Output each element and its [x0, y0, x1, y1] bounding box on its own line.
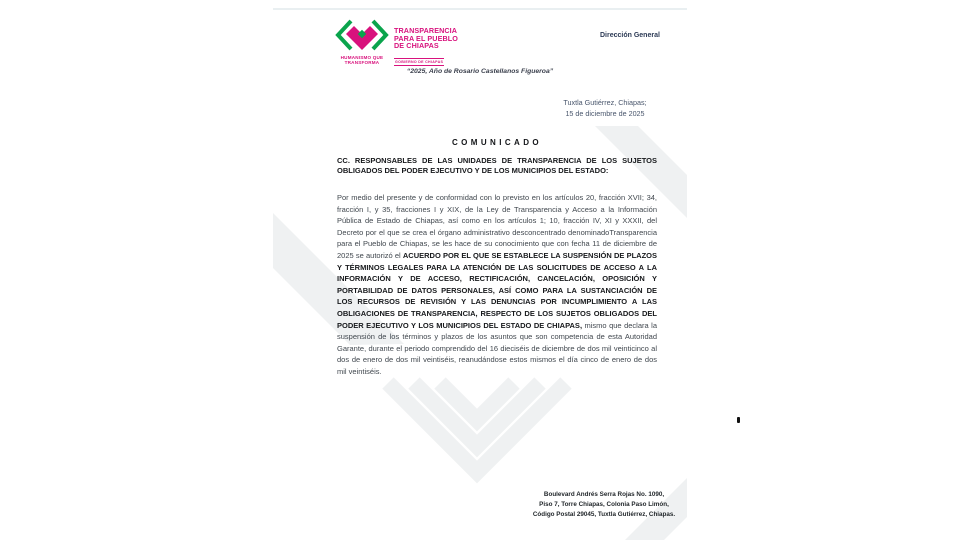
- body-part3: mismo que declara la suspensión de los términos y plazos de los asuntos que son competencia de esta Autoridad Garante, durante el periodo comprendido del 16 dieciséis de diciembre de dos mil veinticinco al dos de enero de dos mil veintiséis, reanudándose estos mismos el día cinco de enero de dos mil veintiséis.: [337, 320, 657, 376]
- footer-address-line1: Boulevard Andrés Serra Rojas No. 1090,: [543, 491, 665, 498]
- brand-line3: DE CHIAPAS: [394, 41, 439, 51]
- document-page: [273, 8, 687, 540]
- brand-line1: TRANSPARENCIA: [394, 26, 458, 35]
- dateline: [535, 98, 675, 119]
- document-title: COMUNICADO: [452, 138, 542, 147]
- body-part1: Por medio del presente y de conformidad con lo previsto en los artículos 20, fracción XVII; 34, fracción I, y 35, fracciones I y XIX, de la Ley de Transparencia y Acceso a la Información Pública de Estado de Chiapas, así como en los artículos 1; 10, fracción IV, XI y XXXII, del Decreto por el que se crea el órgano administrativo desconcentrado denominadoTransparencia para el Pueblo de Chiapas, se les hace de su conocimiento que con fecha 11 de diciembre de 2025 se autorizó el: [337, 193, 657, 260]
- logo-caption: [333, 55, 391, 65]
- office-label: Dirección General: [600, 32, 660, 39]
- footer-address-line2: Piso 7, Torre Chiapas, Colonia Paso Limón,: [539, 500, 669, 508]
- institution-logo: [333, 18, 391, 65]
- footer-address: [494, 490, 714, 519]
- dateline-date: 15 de diciembre de 2025: [565, 108, 645, 118]
- body-part2-bold: ACUERDO POR EL QUE SE ESTABLECE LA SUSPENSIÓN DE PLAZOS Y TÉRMINOS LEGALES PARA LA ATENCIÓN DE LAS SOLICITUDES DE ACCESO A LA INFORMACIÓN Y DE ACCESO, RECTIFICACIÓN, CANCELACIÓN, OPOSICIÓN Y PORTABILIDAD DE DATOS PERSONALES, ASÍ COMO PARA LA SUSTANCIACIÓN DE LOS RECURSOS DE REVISIÓN Y LAS DENUNCIAS POR INCUMPLIMIENTO A LAS OBLIGACIONES DE TRANSPARENCIA, RESPECTO DE LOS SUJETOS OBLIGADOS DEL PODER EJECUTIVO Y LOS MUNICIPIOS DEL ESTADO DE CHIAPAS,: [337, 250, 657, 330]
- body-paragraph: [337, 192, 657, 378]
- footer-address-line3: Código Postal 29045, Tuxtla Gutiérrez, Chiapas.: [532, 510, 676, 518]
- brand-wordmark: [394, 27, 484, 68]
- logo-caption-line1: HUMANISMO QUE: [340, 55, 384, 60]
- brand-line2: PARA EL PUEBLO: [394, 33, 458, 43]
- government-badge: GOBIERNO DE CHIAPAS: [395, 59, 444, 64]
- recipient-block: CC. RESPONSABLES DE LAS UNIDADES DE TRANSPARENCIA DE LOS SUJETOS OBLIGADOS DEL PODER EJECUTIVO Y DE LOS MUNICIPIOS DEL ESTADO:: [337, 156, 657, 175]
- year-slogan: “2025, Año de Rosario Castellanos Figueroa”: [406, 68, 554, 75]
- heart-chevron-logo-icon: [335, 18, 389, 54]
- logo-caption-line2: TRANSFORMA: [344, 60, 380, 65]
- dateline-place: Tuxtla Gutiérrez, Chiapas;: [563, 98, 647, 107]
- stray-mark: [737, 417, 740, 423]
